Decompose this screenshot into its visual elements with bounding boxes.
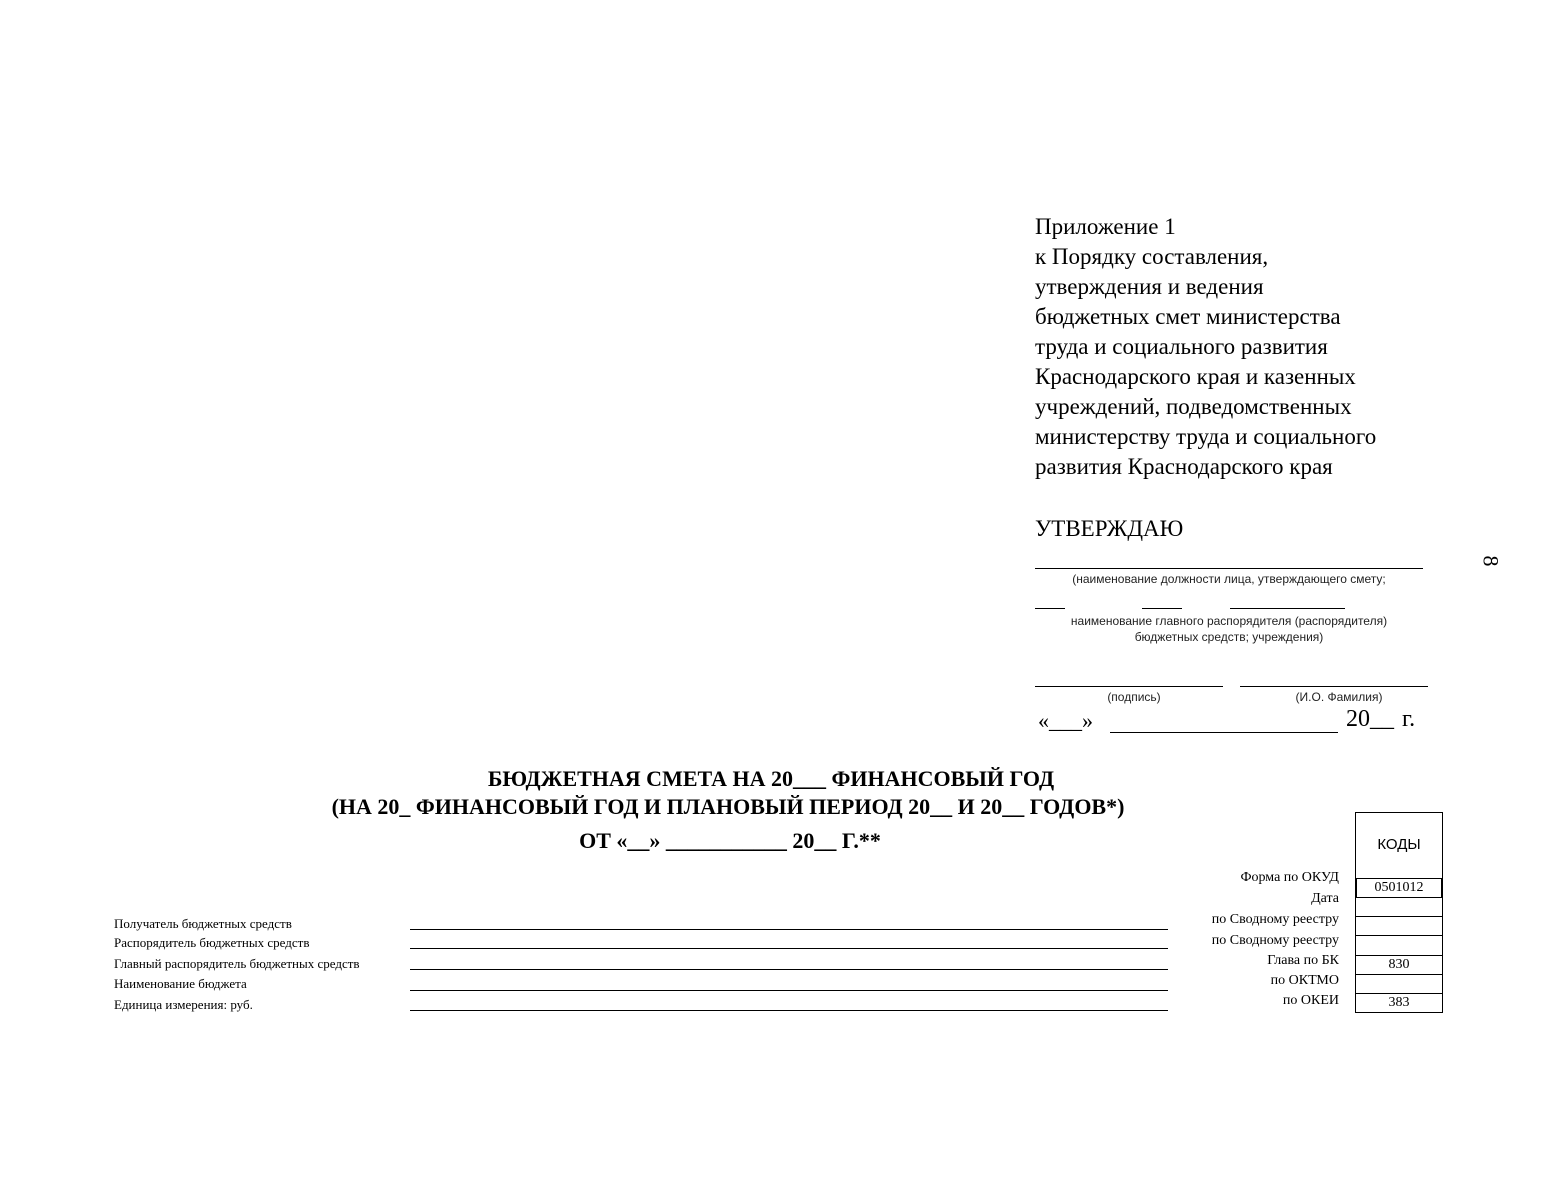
code-label-registry-1: по Сводному реестру	[1211, 912, 1339, 927]
code-cell-date[interactable]	[1356, 897, 1442, 916]
appendix-line: развития Краснодарского края	[1035, 454, 1333, 479]
field-label-main-distributor: Главный распорядитель бюджетных средств	[114, 956, 360, 971]
code-label-okud: Форма по ОКУД	[1240, 870, 1339, 885]
org-line-segment[interactable]	[1142, 608, 1182, 609]
org-line-segment[interactable]	[1035, 608, 1065, 609]
code-label-bk: Глава по БК	[1267, 953, 1339, 968]
appendix-block	[1035, 212, 1376, 482]
document-title: БЮДЖЕТНАЯ СМЕТА НА 20___ ФИНАНСОВЫЙ ГОД	[487, 766, 1055, 791]
code-cell-oktmo[interactable]	[1356, 974, 1442, 993]
code-label-oktmo: по ОКТМО	[1270, 973, 1339, 988]
code-cell-registry-2[interactable]	[1356, 935, 1442, 954]
code-cell-bk[interactable]: 830	[1356, 955, 1442, 974]
position-caption: (наименование должности лица, утверждающего смету;	[1072, 572, 1386, 586]
appendix-line: утверждения и ведения	[1035, 274, 1264, 299]
appendix-line: министерству труда и социального	[1035, 424, 1377, 449]
field-label-budget-name: Наименование бюджета	[114, 976, 247, 991]
field-line-recipient[interactable]	[410, 929, 1168, 930]
appendix-line: к Порядку составления,	[1035, 244, 1269, 269]
field-label-unit: Единица измерения: руб.	[114, 997, 253, 1012]
code-label-okei: по ОКЕИ	[1282, 993, 1339, 1008]
approval-title: УТВЕРЖДАЮ	[1035, 516, 1184, 541]
org-line-segment[interactable]	[1230, 608, 1345, 609]
field-line-main-distributor[interactable]	[410, 969, 1168, 970]
document-date: ОТ «__» ___________ 20__ Г.**	[579, 828, 881, 853]
approval-date-year: 20__	[1346, 706, 1394, 732]
code-cell-okud[interactable]: 0501012	[1356, 878, 1442, 897]
approval-date-day: «___»	[1038, 708, 1093, 733]
code-label-registry-2: по Сводному реестру	[1211, 933, 1339, 948]
page-number: 8	[1478, 555, 1504, 567]
approval-date-suffix: г.	[1402, 706, 1416, 732]
field-line-budget-name[interactable]	[410, 990, 1168, 991]
signature-line[interactable]	[1035, 686, 1223, 687]
appendix-line: бюджетных смет министерства	[1035, 304, 1341, 329]
field-line-distributor[interactable]	[410, 948, 1168, 949]
name-caption: (И.О. Фамилия)	[1295, 690, 1383, 704]
field-label-recipient: Получатель бюджетных средств	[114, 916, 292, 931]
field-line-unit[interactable]	[410, 1010, 1168, 1011]
appendix-line: Краснодарского края и казенных	[1035, 364, 1356, 389]
org-caption-line2: бюджетных средств; учреждения)	[1134, 630, 1324, 644]
codes-header: КОДЫ	[1377, 836, 1421, 853]
signature-caption: (подпись)	[1107, 690, 1161, 704]
position-line[interactable]	[1035, 568, 1423, 569]
field-label-distributor: Распорядитель бюджетных средств	[114, 935, 310, 950]
code-cell-registry-1[interactable]	[1356, 916, 1442, 935]
appendix-line: труда и социального развития	[1035, 334, 1328, 359]
name-line[interactable]	[1240, 686, 1428, 687]
code-cell-okei[interactable]: 383	[1356, 993, 1442, 1013]
appendix-line: учреждений, подведомственных	[1035, 394, 1352, 419]
document-subtitle: (НА 20_ ФИНАНСОВЫЙ ГОД И ПЛАНОВЫЙ ПЕРИОД 20__ И 20__ ГОДОВ*)	[331, 794, 1125, 819]
approval-month-line[interactable]	[1110, 732, 1338, 733]
org-caption-line1: наименование главного распорядителя (распорядителя)	[1070, 614, 1388, 628]
code-label-date: Дата	[1311, 891, 1339, 906]
appendix-line: Приложение 1	[1035, 214, 1176, 239]
